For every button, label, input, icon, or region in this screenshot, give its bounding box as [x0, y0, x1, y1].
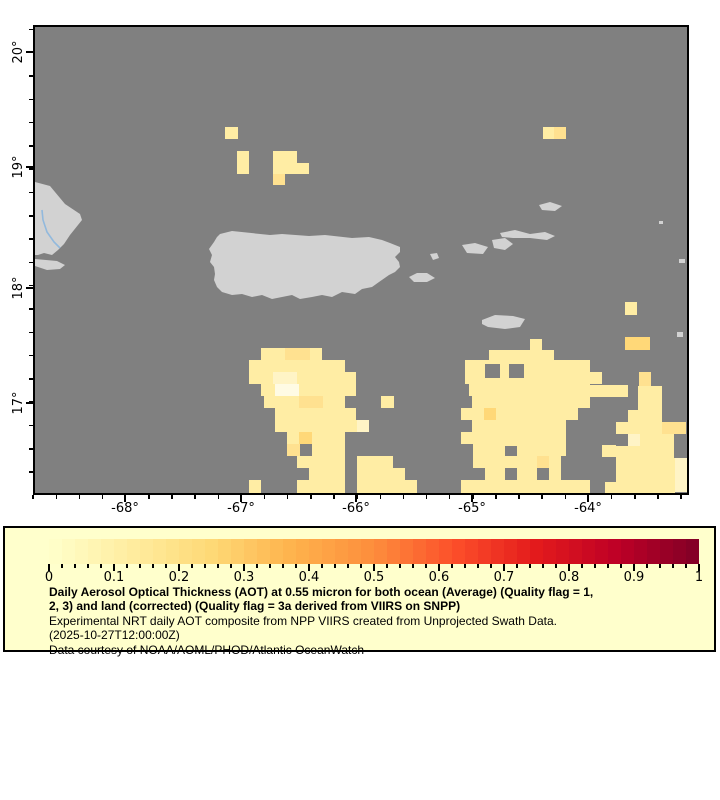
- colorbar-segment: [88, 539, 101, 564]
- colorbar-segment: [556, 539, 569, 564]
- x-minor-tick: [32, 495, 34, 499]
- y-minor-tick: [29, 355, 33, 357]
- colorbar-segment: [582, 539, 595, 564]
- x-minor-tick: [79, 495, 81, 499]
- cb-minor-tick: [256, 564, 258, 568]
- x-minor-tick: [634, 495, 636, 499]
- colorbar-tick-label: 0.2: [168, 570, 190, 585]
- x-minor-tick: [680, 495, 682, 499]
- colorbar-tick-label: 0.6: [428, 570, 450, 585]
- colorbar-segment: [218, 539, 231, 564]
- colorbar-segment: [426, 539, 439, 564]
- x-minor-tick: [287, 495, 289, 499]
- colorbar-segment: [335, 539, 348, 564]
- x-minor-tick: [56, 495, 58, 499]
- colorbar-segment: [647, 539, 660, 564]
- x-minor-tick: [102, 495, 104, 499]
- colorbar-tick-label: 0.7: [493, 570, 515, 585]
- cb-minor-tick: [529, 564, 531, 568]
- colorbar-segment: [296, 539, 309, 564]
- colorbar-segment: [569, 539, 582, 564]
- y-tick-label: 19°: [11, 155, 26, 179]
- cb-minor-tick: [165, 564, 167, 568]
- colorbar-segment: [517, 539, 530, 564]
- x-minor-tick: [657, 495, 659, 499]
- cb-minor-tick: [581, 564, 583, 568]
- y-minor-tick: [29, 425, 33, 427]
- cb-minor-tick: [685, 564, 687, 568]
- x-tick-label: -68°: [111, 501, 139, 516]
- island-islet-1: [659, 221, 663, 224]
- island-islet-3: [677, 332, 683, 337]
- colorbar-segment: [270, 539, 283, 564]
- cb-minor-tick: [191, 564, 193, 568]
- y-minor-tick: [29, 145, 33, 147]
- colorbar-segment: [686, 539, 699, 564]
- cb-minor-tick: [386, 564, 388, 568]
- x-minor-tick: [194, 495, 196, 499]
- x-minor-tick: [541, 495, 543, 499]
- colorbar-segment: [543, 539, 556, 564]
- colorbar-segment: [530, 539, 543, 564]
- x-minor-tick: [611, 495, 613, 499]
- y-tick-label: 17°: [11, 391, 26, 415]
- cb-minor-tick: [230, 564, 232, 568]
- cb-minor-tick: [672, 564, 674, 568]
- y-minor-tick: [29, 99, 33, 101]
- colorbar-segment: [75, 539, 88, 564]
- y-minor-tick: [29, 471, 33, 473]
- colorbar-segment: [62, 539, 75, 564]
- x-minor-tick: [426, 495, 428, 499]
- cb-minor-tick: [204, 564, 206, 568]
- cb-minor-tick: [607, 564, 609, 568]
- cb-minor-tick: [360, 564, 362, 568]
- cb-minor-tick: [347, 564, 349, 568]
- cb-minor-tick: [126, 564, 128, 568]
- cb-minor-tick: [61, 564, 63, 568]
- colorbar-segment: [244, 539, 257, 564]
- x-minor-tick: [171, 495, 173, 499]
- cb-minor-tick: [477, 564, 479, 568]
- y-major-tick: [26, 166, 33, 168]
- x-tick-label: -64°: [574, 501, 602, 516]
- island-st-croix: [482, 315, 525, 329]
- y-minor-tick: [29, 378, 33, 380]
- cb-minor-tick: [295, 564, 297, 568]
- cb-minor-tick: [425, 564, 427, 568]
- cb-minor-tick: [542, 564, 544, 568]
- caption-timestamp: (2025-10-27T12:00:00Z): [49, 628, 180, 643]
- colorbar-tick-label: 1: [694, 570, 704, 585]
- cb-minor-tick: [334, 564, 336, 568]
- y-minor-tick: [29, 215, 33, 217]
- colorbar-tick-label: 0.3: [233, 570, 255, 585]
- colorbar-segment: [673, 539, 686, 564]
- cb-minor-tick: [659, 564, 661, 568]
- y-minor-tick: [29, 332, 33, 334]
- colorbar-segment: [387, 539, 400, 564]
- map-canvas: [35, 27, 687, 493]
- colorbar-panel: [3, 526, 716, 657]
- x-minor-tick: [565, 495, 567, 499]
- y-major-tick: [26, 51, 33, 53]
- caption-credit: Data courtesy of NOAA/AOML/PHOD/Atlantic OceanWatch: [49, 642, 364, 657]
- colorbar-segment: [179, 539, 192, 564]
- colorbar-segment: [478, 539, 491, 564]
- cb-minor-tick: [490, 564, 492, 568]
- island-vieques: [409, 273, 435, 282]
- cb-minor-tick: [87, 564, 89, 568]
- caption-title-line1: Daily Aerosol Optical Thickness (AOT) at 0.55 micron for both ocean (Average) (Quality flag = 1,: [49, 585, 594, 599]
- x-minor-tick: [264, 495, 266, 499]
- y-major-tick: [26, 287, 33, 289]
- colorbar-segment: [465, 539, 478, 564]
- colorbar-segment: [634, 539, 647, 564]
- colorbar-segment: [49, 539, 62, 564]
- y-minor-tick: [29, 308, 33, 310]
- cb-minor-tick: [464, 564, 466, 568]
- cb-minor-tick: [646, 564, 648, 568]
- y-minor-tick: [29, 192, 33, 194]
- colorbar-tick-label: 0.1: [103, 570, 125, 585]
- colorbar-segment: [127, 539, 140, 564]
- colorbar-segment: [257, 539, 270, 564]
- colorbar-segment: [608, 539, 621, 564]
- colorbar-segment: [504, 539, 517, 564]
- colorbar-tick-label: 0.5: [363, 570, 385, 585]
- cb-minor-tick: [399, 564, 401, 568]
- colorbar-segment: [231, 539, 244, 564]
- cb-minor-tick: [100, 564, 102, 568]
- x-minor-tick: [148, 495, 150, 499]
- colorbar-tick-label: 0.9: [623, 570, 645, 585]
- island-st-thomas: [462, 243, 488, 254]
- x-minor-tick: [518, 495, 520, 499]
- cb-minor-tick: [152, 564, 154, 568]
- colorbar-segment: [413, 539, 426, 564]
- caption-subtitle: Experimental NRT daily AOT composite from NPP VIIRS created from Unprojected Swath Data.: [49, 613, 557, 628]
- y-major-tick: [26, 402, 33, 404]
- cb-minor-tick: [516, 564, 518, 568]
- colorbar-tick-label: 0: [44, 570, 54, 585]
- x-minor-tick: [403, 495, 405, 499]
- island-islet-2: [679, 259, 685, 263]
- colorbar-segment: [153, 539, 166, 564]
- island-st-john: [492, 238, 513, 250]
- island-anegada: [539, 202, 562, 211]
- colorbar-tick-label: 0.4: [298, 570, 320, 585]
- x-minor-tick: [333, 495, 335, 499]
- colorbar-segment: [140, 539, 153, 564]
- island-tortola-virgin-gorda: [500, 230, 555, 240]
- colorbar-segment: [660, 539, 673, 564]
- y-minor-tick: [29, 238, 33, 240]
- colorbar-segment: [101, 539, 114, 564]
- y-minor-tick: [29, 122, 33, 124]
- cb-minor-tick: [74, 564, 76, 568]
- island-culebra: [430, 253, 439, 260]
- y-minor-tick: [29, 168, 33, 170]
- colorbar-segment: [452, 539, 465, 564]
- caption-block: [49, 585, 709, 657]
- x-tick-label: -65°: [458, 501, 486, 516]
- x-minor-tick: [380, 495, 382, 499]
- colorbar-segment: [309, 539, 322, 564]
- y-minor-tick: [29, 448, 33, 450]
- island-puerto-rico: [209, 231, 400, 299]
- y-minor-tick: [29, 285, 33, 287]
- map-plot-area: [33, 25, 689, 495]
- x-tick-label: -66°: [342, 501, 370, 516]
- colorbar-segment: [283, 539, 296, 564]
- colorbar-segment: [322, 539, 335, 564]
- y-minor-tick: [29, 262, 33, 264]
- colorbar-segment: [114, 539, 127, 564]
- colorbar-segment: [361, 539, 374, 564]
- colorbar: [49, 539, 699, 564]
- cb-minor-tick: [321, 564, 323, 568]
- colorbar-segment: [205, 539, 218, 564]
- y-minor-tick: [29, 29, 33, 31]
- cb-minor-tick: [555, 564, 557, 568]
- y-tick-label: 20°: [11, 40, 26, 64]
- x-minor-tick: [495, 495, 497, 499]
- x-minor-tick: [310, 495, 312, 499]
- x-tick-label: -67°: [227, 501, 255, 516]
- x-minor-tick: [449, 495, 451, 499]
- cb-minor-tick: [282, 564, 284, 568]
- colorbar-segment: [595, 539, 608, 564]
- cb-minor-tick: [620, 564, 622, 568]
- x-minor-tick: [218, 495, 220, 499]
- caption-title-line2: 2, 3) and land (corrected) (Quality flag = 3a derived from VIIRS on SNPP): [49, 599, 461, 614]
- cb-minor-tick: [594, 564, 596, 568]
- colorbar-segment: [439, 539, 452, 564]
- colorbar-segment: [400, 539, 413, 564]
- coastline-layer: [35, 27, 687, 493]
- colorbar-segment: [166, 539, 179, 564]
- cb-minor-tick: [269, 564, 271, 568]
- y-minor-tick: [29, 75, 33, 77]
- colorbar-segment: [374, 539, 387, 564]
- island-hispaniola-peninsula: [35, 259, 65, 270]
- cb-minor-tick: [451, 564, 453, 568]
- colorbar-segment: [621, 539, 634, 564]
- cb-minor-tick: [412, 564, 414, 568]
- cb-minor-tick: [217, 564, 219, 568]
- colorbar-segment: [192, 539, 205, 564]
- colorbar-tick-label: 0.8: [558, 570, 580, 585]
- y-tick-label: 18°: [11, 276, 26, 300]
- colorbar-segment: [491, 539, 504, 564]
- cb-minor-tick: [139, 564, 141, 568]
- colorbar-segment: [348, 539, 361, 564]
